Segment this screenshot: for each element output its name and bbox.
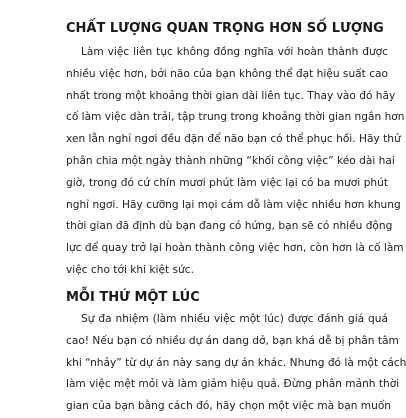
paragraph-line: cố làm việc dàn trải, tập trung trong khoảng thời gian ngắn hơn [66,111,405,124]
paragraph-line: làm việc mệt mỏi và làm giảm hiệu quả. Đừng phân mảnh thời [66,378,400,391]
section-heading-one-thing: MỖI THỨ MỘT LÚC [66,290,200,305]
section-body-quality [66,42,405,282]
paragraph-line: khi “nhảy” từ dự án này sang dự án khác. Nhưng đó là một cách [66,356,406,369]
paragraph-line: xen lẫn nghỉ ngơi đều đặn để não bạn có thể phục hồi. Hãy thử [66,133,401,146]
paragraph-line: phân chia một ngày thành những “khối công việc” kéo dài hai [66,154,395,167]
paragraph-line: Làm việc liên tục không đồng nghĩa với hoàn thành được [81,46,388,58]
paragraph-line: lực để quay trở lại hoàn thành công việc hơn, còn hơn là cố làm [66,242,404,255]
paragraph-line: việc cho tới khi kiệt sức. [66,263,194,276]
paragraph-line: nhất trong một khoảng thời gian dài liên tục. Thay vào đó hãy [66,89,396,102]
section-body-one-thing [66,309,406,418]
paragraph-line: Sự đa nhiệm (làm nhiều việc một lúc) được đánh giá quá [81,313,388,325]
paragraph-line: cao! Nếu bạn có nhiều dự án dang dở, bạn khá dễ bị phân tâm [66,334,399,347]
paragraph-line: nhiều việc hơn, bởi não của bạn không thể đạt hiệu suất cao [66,67,388,80]
paragraph-line: giờ, trong đó cứ chín mươi phút làm việc lại có ba mươi phút [66,176,388,189]
paragraph-line: thời gian đã định dù bạn đang có hứng, bạn sẽ có nhiều động [66,220,393,233]
section-heading-quality: CHẤT LƯỢNG QUAN TRỌNG HƠN SỐ LƯỢNG [66,21,384,36]
paragraph-line: nghỉ ngơi. Hãy cưỡng lại mọi cám dỗ làm việc nhiều hơn khung [66,198,401,211]
paragraph-line: gian của bạn bằng cách đó, hãy chọn một việc mà bạn muốn [66,400,392,413]
